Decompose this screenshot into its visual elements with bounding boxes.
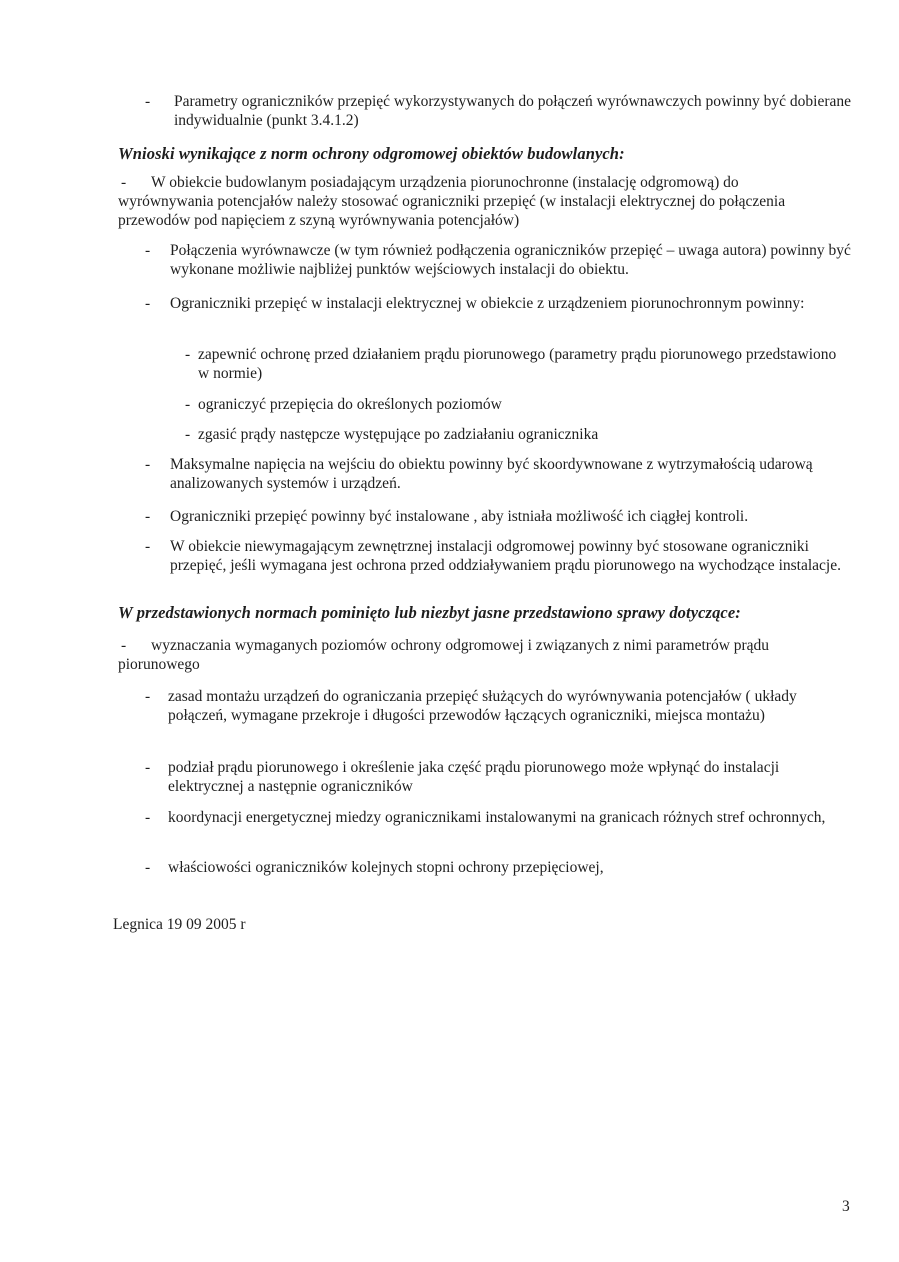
list-dash: - — [145, 93, 151, 110]
list-item-text: Parametry ograniczników przepięć wykorzystywanych do połączeń wyrównawczych powinny być dobierane indywidualnie (punkt 3.4.1.2) — [174, 93, 852, 129]
list-dash: - — [145, 809, 151, 826]
place-date: Legnica 19 09 2005 r — [113, 916, 246, 933]
list-dash: - — [121, 637, 127, 654]
list-dash: - — [145, 859, 151, 876]
sub-list-item-text: zgasić prądy następcze występujące po zadziałaniu ogranicznika — [198, 426, 599, 443]
section-heading-omissions: W przedstawionych normach pominięto lub niezbyt jasne przedstawiono sprawy dotyczące: — [118, 603, 741, 622]
list-dash: - — [145, 538, 151, 555]
list-item-text: Połączenia wyrównawcze (w tym również podłączenia ograniczników przepięć – uwaga autora) powinny być wykonane możliwie najbliżej punktów wejściowych instalacji do obiektu. — [170, 242, 851, 278]
intro-paragraph-text: wyznaczania wymaganych poziomów ochrony odgromowej i związanych z nimi parametrów prądu piorunowego — [118, 637, 770, 673]
intro-paragraph — [118, 636, 828, 674]
list-item-text: podział prądu piorunowego i określenie jaka część prądu piorunowego może wpłynąć do instalacji elektrycznej a następnie ograniczników — [168, 759, 780, 795]
list-dash: - — [145, 688, 151, 705]
list-item-text: Ograniczniki przepięć powinny być instalowane , aby istniała możliwość ich ciągłej kontroli. — [170, 508, 749, 525]
sub-list-item-text: ograniczyć przepięcia do określonych poziomów — [198, 396, 502, 413]
list-item-text: koordynacji energetycznej miedzy ogranicznikami instalowanymi na granicach różnych stref ochronnych, — [168, 809, 826, 826]
list-dash: - — [185, 426, 191, 443]
list-item-text: Maksymalne napięcia na wejściu do obiektu powinny być skoordywnowane z wytrzymałością udarową analizowanych systemów i urządzeń. — [170, 456, 813, 492]
list-dash: - — [121, 174, 127, 191]
intro-paragraph-text: W obiekcie budowlanym posiadającym urządzenia piorunochronne (instalację odgromową) do wyrównywania potencjałów należy stosować ograniczniki przepięć (w instalacji elektrycznej do połączenia przewodów pod napięciem z szyną wyrównywania potencjałów) — [118, 174, 786, 229]
list-item-text: właściowości ograniczników kolejnych stopni ochrony przepięciowej, — [168, 859, 604, 876]
sub-list-item-text: zapewnić ochronę przed działaniem prądu piorunowego (parametry prądu piorunowego przedstawiono w normie) — [198, 346, 837, 382]
list-item-text: W obiekcie niewymagającym zewnętrznej instalacji odgromowej powinny być stosowane ograniczniki przepięć, jeśli wymagana jest ochrona przed oddziaływaniem prądu piorunowego na wychodzące instalacje. — [170, 538, 841, 574]
list-dash: - — [185, 396, 191, 413]
list-dash: - — [145, 456, 151, 473]
list-dash: - — [145, 508, 151, 525]
page-number: 3 — [842, 1198, 850, 1215]
list-dash: - — [145, 242, 151, 259]
list-dash: - — [145, 295, 151, 312]
section-heading-conclusions: Wnioski wynikające z norm ochrony odgromowej obiektów budowlanych: — [118, 144, 625, 163]
list-dash: - — [185, 346, 191, 363]
list-item-text: zasad montażu urządzeń do ograniczania przepięć służących do wyrównywania potencjałów ( układy połączeń, wymagane przekroje i długości przewodów łączących ograniczniki, miejsca montażu) — [168, 688, 797, 724]
list-item-text: Ograniczniki przepięć w instalacji elektrycznej w obiekcie z urządzeniem piorunochronnym powinny: — [170, 295, 805, 312]
intro-paragraph — [118, 173, 838, 230]
list-dash: - — [145, 759, 151, 776]
